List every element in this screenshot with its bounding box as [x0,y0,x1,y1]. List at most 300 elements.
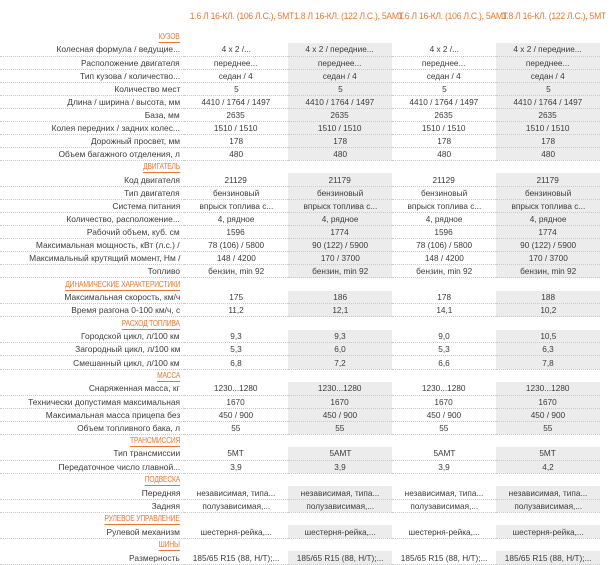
value-cell [184,551,288,564]
value-cell [496,395,600,408]
row-label [0,147,184,160]
value-text: 4 x 2 / передние... [513,44,583,55]
value-cell [496,291,600,304]
table-row [0,121,600,134]
value-cell [288,56,392,69]
row-label-text: Максимальный крутящий момент, Нм / [28,253,180,264]
value-cell [184,356,288,369]
row-label [0,226,184,239]
value-cell [184,525,288,538]
value-text: независимая, типа... [508,487,588,498]
value-cell [392,82,496,95]
table-row [0,69,600,82]
value-cell [184,408,288,421]
section-title-text: РУЛЕВОЕ УПРАВЛЕНИЕ [104,514,180,524]
row-label-text: Передняя [141,487,180,498]
section-spacer-cell [184,30,288,43]
value-text: 185/65 R15 (88, H/T);... [192,552,280,563]
value-text: 5,3 [438,344,450,355]
value-cell [496,43,600,56]
value-text: переднее... [526,57,570,68]
table-row [0,421,600,434]
row-label [0,186,184,199]
value-cell [392,108,496,121]
row-label-text: Код двигателя [124,174,180,185]
column-header: 1.6 Л 16-КЛ. (106 Л.С.), 5МТ [189,10,294,22]
value-text: 6,8 [230,357,242,368]
value-text: 1774 [538,227,558,238]
row-label-text: Передаточное число главной... [58,461,180,472]
value-cell [184,108,288,121]
value-text: 1230...1280 [422,383,466,394]
value-cell [496,304,600,317]
value-cell [288,356,392,369]
value-cell [392,421,496,434]
table-row [0,447,600,460]
row-label-text: Колея передних / задних колес... [51,122,180,133]
value-text: 9,3 [230,331,242,342]
row-label-text: Размерность [129,552,180,563]
row-label [0,265,184,278]
value-text: 78 (106) / 5800 [208,240,264,251]
value-cell [288,82,392,95]
value-cell [288,421,392,434]
value-cell [288,265,392,278]
section-spacer-cell [184,473,288,486]
section-spacer-cell [392,160,496,173]
value-text: бензин, min 92 [415,266,473,277]
section-title [0,434,184,447]
row-label-text: Время разгона 0-100 км/ч, с [70,305,180,316]
value-text: 185/65 R15 (88, H/T);... [504,552,592,563]
value-text: бензиновый [524,187,572,198]
section-spacer-cell [496,278,600,291]
header-row [0,0,600,30]
value-cell [392,525,496,538]
value-cell [288,291,392,304]
value-cell [288,395,392,408]
value-cell [496,356,600,369]
table-row [0,343,600,356]
row-label [0,82,184,95]
value-cell [496,69,600,82]
value-text: 4 x 2 /... [221,44,251,55]
value-text: 1230...1280 [318,383,362,394]
value-text: независимая, типа... [196,487,276,498]
value-text: 178 [541,135,555,146]
value-text: 2635 [226,109,246,120]
value-text: бензин, min 92 [311,266,369,277]
section-spacer-cell [184,160,288,173]
value-cell [496,95,600,108]
value-cell [496,408,600,421]
value-text: 1510 / 1510 [318,122,362,133]
value-text: независимая, типа... [404,487,484,498]
value-text: 7,8 [542,357,554,368]
value-cell [496,239,600,252]
value-text: 480 [437,148,451,159]
section-header-row [0,160,600,173]
value-text: 178 [333,135,347,146]
section-spacer-cell [392,512,496,525]
table-row [0,173,600,186]
value-cell [392,486,496,499]
row-label-text: Система питания [112,201,180,212]
value-cell [496,486,600,499]
row-label [0,56,184,69]
value-cell [392,56,496,69]
row-label [0,239,184,252]
value-text: впрыск топлива с... [407,201,481,212]
row-label-text: Снаряженная масса, кг [89,383,180,394]
value-cell [392,356,496,369]
value-text: 148 / 4200 [216,253,256,264]
table-row [0,186,600,199]
section-spacer-cell [184,278,288,291]
value-text: 1670 [226,396,246,407]
value-cell [288,134,392,147]
section-spacer-cell [184,434,288,447]
value-text: полузависимая,... [410,500,478,511]
row-label-text: Максимальная масса прицепа без [45,409,180,420]
value-cell [392,239,496,252]
value-text: независимая, типа... [300,487,380,498]
table-row [0,395,600,408]
section-title [0,512,184,525]
section-header-row [0,512,600,525]
value-text: 1774 [330,227,350,238]
value-cell [496,82,600,95]
value-cell [184,213,288,226]
table-row [0,291,600,304]
value-cell [184,382,288,395]
value-text: 4 x 2 / передние... [305,44,375,55]
section-title-text: МАССА [156,371,180,381]
table-row [0,147,600,160]
section-spacer-cell [392,538,496,551]
row-label [0,69,184,82]
value-cell [184,265,288,278]
table-row [0,304,600,317]
value-cell [496,499,600,512]
section-spacer-cell [392,317,496,330]
value-text: 4410 / 1764 / 1497 [305,96,375,107]
value-text: 4, рядное [529,214,567,225]
section-spacer-cell [288,278,392,291]
value-cell [392,304,496,317]
value-cell [184,147,288,160]
value-text: 6,6 [438,357,450,368]
value-text: 175 [229,292,243,303]
section-title-text: ТРАНСМИССИЯ [129,436,180,446]
value-text: впрыск топлива с... [511,201,585,212]
row-label [0,525,184,538]
section-spacer-cell [496,473,600,486]
section-spacer-cell [392,278,496,291]
value-cell [392,408,496,421]
section-title-text: ШИНЫ [158,540,180,550]
value-text: 78 (106) / 5800 [416,240,472,251]
value-text: 4,2 [542,461,554,472]
value-cell [288,226,392,239]
value-cell [288,408,392,421]
row-label [0,95,184,108]
value-cell [496,551,600,564]
value-cell [496,382,600,395]
value-text: 186 [333,292,347,303]
table-row [0,356,600,369]
value-text: полузависимая,... [514,500,582,511]
section-spacer-cell [496,369,600,382]
value-cell [288,121,392,134]
value-text: 5 [337,83,343,94]
table-row [0,551,600,564]
value-cell [496,173,600,186]
value-cell [496,213,600,226]
table-row [0,330,600,343]
value-cell [184,447,288,460]
row-label [0,395,184,408]
value-cell [288,173,392,186]
value-cell [392,252,496,265]
value-cell [288,213,392,226]
value-cell [392,200,496,213]
section-spacer-cell [288,512,392,525]
value-text: шестерня-рейка,... [304,526,376,537]
table-row [0,134,600,147]
section-title [0,160,184,173]
row-label [0,108,184,121]
value-text: 14,1 [435,305,453,316]
value-text: 178 [229,135,243,146]
section-spacer-cell [496,160,600,173]
value-text: 450 / 900 [218,409,254,420]
value-text: 480 [333,148,347,159]
row-label-text: Объем багажного отделения, л [58,148,180,159]
section-spacer-cell [496,30,600,43]
value-text: 5 [545,83,551,94]
value-text: 1670 [538,396,558,407]
row-label [0,421,184,434]
value-text: 21179 [328,174,352,185]
value-text: впрыск топлива с... [303,201,377,212]
value-text: 21129 [432,174,456,185]
value-cell [288,200,392,213]
section-spacer-cell [288,369,392,382]
row-label [0,330,184,343]
row-label-text: Колесная формула / ведущие... [56,44,180,55]
value-cell [392,382,496,395]
value-cell [392,460,496,473]
row-label [0,252,184,265]
value-cell [392,291,496,304]
value-cell [496,147,600,160]
section-spacer-cell [184,538,288,551]
value-text: полузависимая,... [306,500,374,511]
value-cell [288,147,392,160]
value-text: переднее... [422,57,466,68]
value-cell [496,121,600,134]
section-title [0,30,184,43]
section-header-row [0,538,600,551]
table-row [0,239,600,252]
value-cell [392,551,496,564]
value-cell [392,147,496,160]
value-text: 185/65 R15 (88, H/T);... [400,552,488,563]
value-text: 4410 / 1764 / 1497 [201,96,271,107]
value-cell [392,121,496,134]
value-text: 6,3 [542,344,554,355]
value-text: 9,0 [438,331,450,342]
header-corner [0,0,184,30]
value-text: 170 / 3700 [320,253,360,264]
value-text: 5,3 [230,344,242,355]
spec-body [0,30,600,565]
value-cell [288,304,392,317]
value-text: впрыск топлива с... [199,201,273,212]
value-text: 21129 [224,174,248,185]
value-cell [496,421,600,434]
table-row [0,95,600,108]
table-row [0,525,600,538]
section-title-text: ДИНАМИЧЕСКИЕ ХАРАКТЕРИСТИКИ [64,279,180,289]
row-label [0,43,184,56]
value-cell [496,200,600,213]
value-text: 2635 [330,109,350,120]
row-label-text: Дорожный просвет, мм [90,135,180,146]
value-text: 1670 [330,396,350,407]
column-header: 1.8 Л 16-КЛ. (122 Л.С.), 5АМТ [294,10,404,22]
table-row [0,499,600,512]
value-cell [184,499,288,512]
section-header-row [0,473,600,486]
table-row [0,226,600,239]
value-cell [288,43,392,56]
section-title [0,317,184,330]
row-label [0,382,184,395]
table-row [0,265,600,278]
value-cell [496,252,600,265]
value-text: 450 / 900 [530,409,566,420]
section-title [0,369,184,382]
value-cell [184,56,288,69]
value-text: 4 x 2 /... [429,44,459,55]
value-cell [392,330,496,343]
value-text: 55 [335,422,345,433]
row-label-text: Количество мест [113,83,180,94]
section-header-row [0,317,600,330]
value-cell [392,173,496,186]
value-text: 1230...1280 [214,383,258,394]
value-cell [288,239,392,252]
value-text: 55 [543,422,553,433]
row-label-text: Длина / ширина / высота, мм [67,96,180,107]
row-label-text: Городской цикл, л/100 км [81,331,180,342]
value-cell [496,343,600,356]
table-row [0,82,600,95]
section-spacer-cell [288,434,392,447]
value-cell [184,460,288,473]
value-cell [184,252,288,265]
value-text: 7,2 [334,357,346,368]
section-spacer-cell [288,473,392,486]
value-text: седан / 4 [427,70,461,81]
value-text: 3,9 [334,461,346,472]
value-cell [288,186,392,199]
section-spacer-cell [288,317,392,330]
value-cell [496,265,600,278]
row-label [0,551,184,564]
value-cell [184,82,288,95]
row-label-text: Объем топливного бака, л [77,422,180,433]
row-label [0,200,184,213]
value-cell [392,213,496,226]
value-cell [288,69,392,82]
section-spacer-cell [392,369,496,382]
table-row [0,200,600,213]
value-text: седан / 4 [323,70,357,81]
table-row [0,108,600,121]
value-text: 480 [229,148,243,159]
value-text: 178 [437,292,451,303]
row-label-text: Топливо [147,266,180,277]
value-text: 4410 / 1764 / 1497 [409,96,479,107]
row-label-text: Тип двигателя [124,187,180,198]
value-cell [392,343,496,356]
value-text: 178 [437,135,451,146]
row-label [0,460,184,473]
value-cell [288,486,392,499]
value-cell [184,95,288,108]
section-spacer-cell [392,30,496,43]
section-spacer-cell [288,30,392,43]
value-text: 1596 [434,227,454,238]
row-label [0,408,184,421]
value-text: 2635 [434,109,454,120]
section-title-text: ПОДВЕСКА [144,475,180,485]
section-spacer-cell [288,160,392,173]
value-text: 1596 [226,227,246,238]
section-header-row [0,30,600,43]
value-text: 5 [233,83,239,94]
value-text: 55 [231,422,241,433]
table-row [0,408,600,421]
section-spacer-cell [288,538,392,551]
value-text: 450 / 900 [426,409,462,420]
value-cell [392,186,496,199]
section-spacer-cell [184,317,288,330]
value-cell [184,486,288,499]
row-label [0,356,184,369]
section-header-row [0,369,600,382]
value-text: 9,3 [334,331,346,342]
row-label [0,121,184,134]
value-text: 148 / 4200 [424,253,464,264]
value-text: 10,5 [539,331,557,342]
value-text: 4410 / 1764 / 1497 [513,96,583,107]
value-text: 1670 [434,396,454,407]
value-cell [496,525,600,538]
value-text: 5АМТ [432,448,455,459]
value-text: шестерня-рейка,... [200,526,272,537]
value-cell [496,460,600,473]
value-cell [288,551,392,564]
value-cell [184,186,288,199]
row-label-text: Рабочий объем, куб. см [87,227,180,238]
value-cell [184,291,288,304]
section-spacer-cell [184,369,288,382]
value-text: 3,9 [230,461,242,472]
